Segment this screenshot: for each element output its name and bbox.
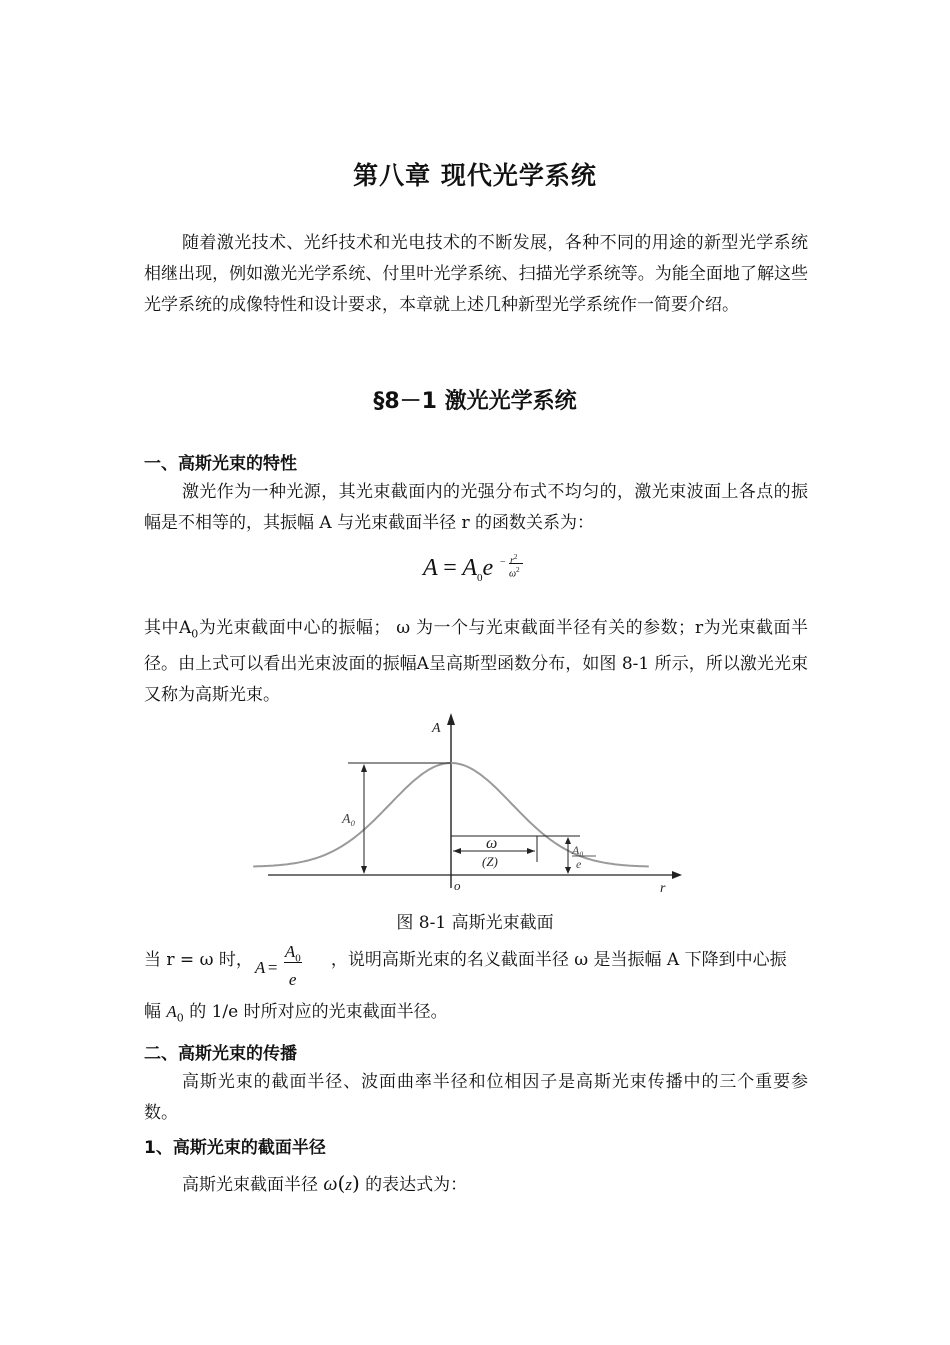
paragraph-beam-radius: 高斯光束截面半径 ω(z) 的表达式为：: [182, 1171, 468, 1195]
formula-coef: A: [462, 555, 478, 581]
amplitude-arrow-top: [361, 764, 367, 772]
exp-sign: −: [500, 557, 506, 568]
x-axis-label: r: [660, 881, 666, 896]
formula-equals: =: [443, 555, 457, 581]
chapter-title: 第八章 现代光学系统: [353, 161, 597, 190]
exp-fraction-bar: [509, 563, 523, 564]
paragraph-omega-definition: 当 r = ω 时， A = $A_0$ e ，说明高斯光束的名义截面半径 ω 是当振幅 A 下降到中心振: [144, 941, 787, 989]
origin-label: o: [454, 878, 461, 893]
ratio-arrow-bottom: [565, 867, 571, 874]
omega-z-label: (Z): [482, 854, 498, 869]
exp-denominator: $\omega^2$: [509, 566, 520, 580]
ratio-numerator-label: A₀: [572, 843, 584, 857]
formula-gaussian-amplitude: [423, 555, 493, 584]
exp-numerator: $r^2$: [510, 553, 518, 567]
paragraph-amplitude-intro: 激光作为一种光源，其光束截面内的光强分布式不均匀的，激光束波面上各点的振幅是不相等的，其振幅 A 与光束截面半径 r 的函数关系为：: [144, 482, 808, 533]
omega-arrow-left: [453, 848, 461, 854]
intro-paragraph: 随着激光技术、光纤技术和光电技术的不断发展，各种不同的用途的新型光学系统相继出现，例如激光光学系统、付里叶光学系统、扫描光学系统等。为能全面地了解这些光学系统的成像特性和设计要求，本章就上述几种新型光学系统作一简要介绍。: [144, 233, 808, 315]
subsection-title-propagation: 二、高斯光束的传播: [144, 1044, 297, 1064]
ratio-arrow-top: [565, 837, 571, 844]
paragraph-parameter-description: 其中$A_0$为光束截面中心的振幅； ω 为一个与光束截面半径有关的参数；r为光束截面半径。由上式可以看出光束波面的振幅A呈高斯型函数分布，如图 8-1 所示，所以激光光束又称为高斯光束。: [144, 618, 808, 706]
fraction-formula: A = $A_0$ e: [254, 941, 301, 989]
paragraph-propagation: 高斯光束的截面半径、波面曲率半径和位相因子是高斯光束传播中的三个重要参数。: [144, 1072, 808, 1123]
ratio-denominator-label: e: [576, 857, 582, 871]
formula-base: e: [482, 555, 494, 581]
figure-caption: 图 8-1 高斯光束截面: [396, 913, 554, 933]
omega-arrow-right: [527, 848, 535, 854]
subsection-title-properties: 一、高斯光束的特性: [144, 454, 297, 474]
section-title: §8－1 激光光学系统: [373, 389, 577, 414]
paragraph-omega-definition-cont: 幅 $A_0$ 的 1/e 时所对应的光束截面半径。: [144, 1002, 448, 1025]
formula-coef-sub: 0: [477, 571, 483, 584]
omega-label: ω: [486, 835, 498, 852]
gaussian-beam-figure: [250, 710, 700, 900]
amplitude-arrow-bottom: [361, 866, 367, 874]
y-axis-label: A: [432, 721, 441, 736]
subsection-title-beam-radius: 1、高斯光束的截面半径: [144, 1138, 326, 1158]
y-axis-arrow: [447, 713, 455, 725]
amplitude-label: A₀: [342, 812, 356, 827]
x-axis-arrow: [672, 871, 682, 879]
formula-lhs: A: [423, 555, 438, 581]
